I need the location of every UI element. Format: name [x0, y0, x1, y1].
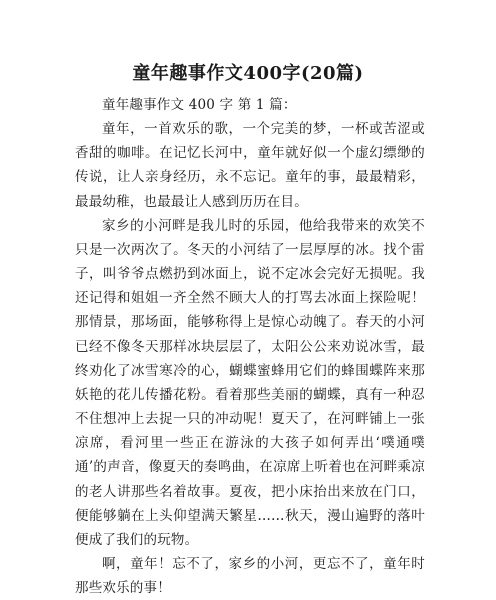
paragraph-river: 家乡的小河畔是我儿时的乐园，他给我带来的欢笑不只是一次两次了。冬天的小河结了一层厚厚的冰。找个雷子，叫爷爷点燃扔到冰面上，说不定冰会完好无损呢。我还记得和姐姐一齐全然不顾大人的打骂去冰面上探险呢！那情景，那场面，能够称得上是惊心动魄了。春天的小河已经不像冬天那样冰块层层了，太阳公公来劝说冰雪，最终劝化了冰雪寒冷的心，蝴蝶蜜蜂用它们的蜂围蝶阵来那妖艳的花儿传播花粉。看着那些美丽的蝴蝶，真有一种忍不住想冲上去捉一只的冲动呢！夏天了，在河畔铺上一张凉席，看河里一些正在游泳的大孩子如何弄出‘噗通噗通’的声音，像夏天的奏鸣曲，在凉席上听着也在河畔乘凉的老人讲那些名着故事。夏夜，把小床抬出来放在门口，便能够躺在上头仰望满天繁星……秋天，漫山遍野的落叶便成了我们的玩物。	[75, 217, 425, 548]
document-body	[75, 93, 425, 600]
paragraph-conclusion: 啊，童年！忘不了，家乡的小河，更忘不了，童年时那些欢乐的事！	[75, 555, 425, 597]
section-subheading: 童年趣事作文 400 字 第 1 篇：	[102, 97, 297, 113]
document-title: 童年趣事作文400字(20篇)	[132, 63, 364, 84]
paragraph-intro: 童年，一首欢乐的歌，一个完美的梦，一杯或苦涩或香甜的咖啡。在记忆长河中，童年就好似一个虚幻缥缈的传说，让人亲身经历，永不忘记。童年的事，最最精彩，最最幼稚，也最最让人感到历历在目。	[75, 121, 425, 210]
